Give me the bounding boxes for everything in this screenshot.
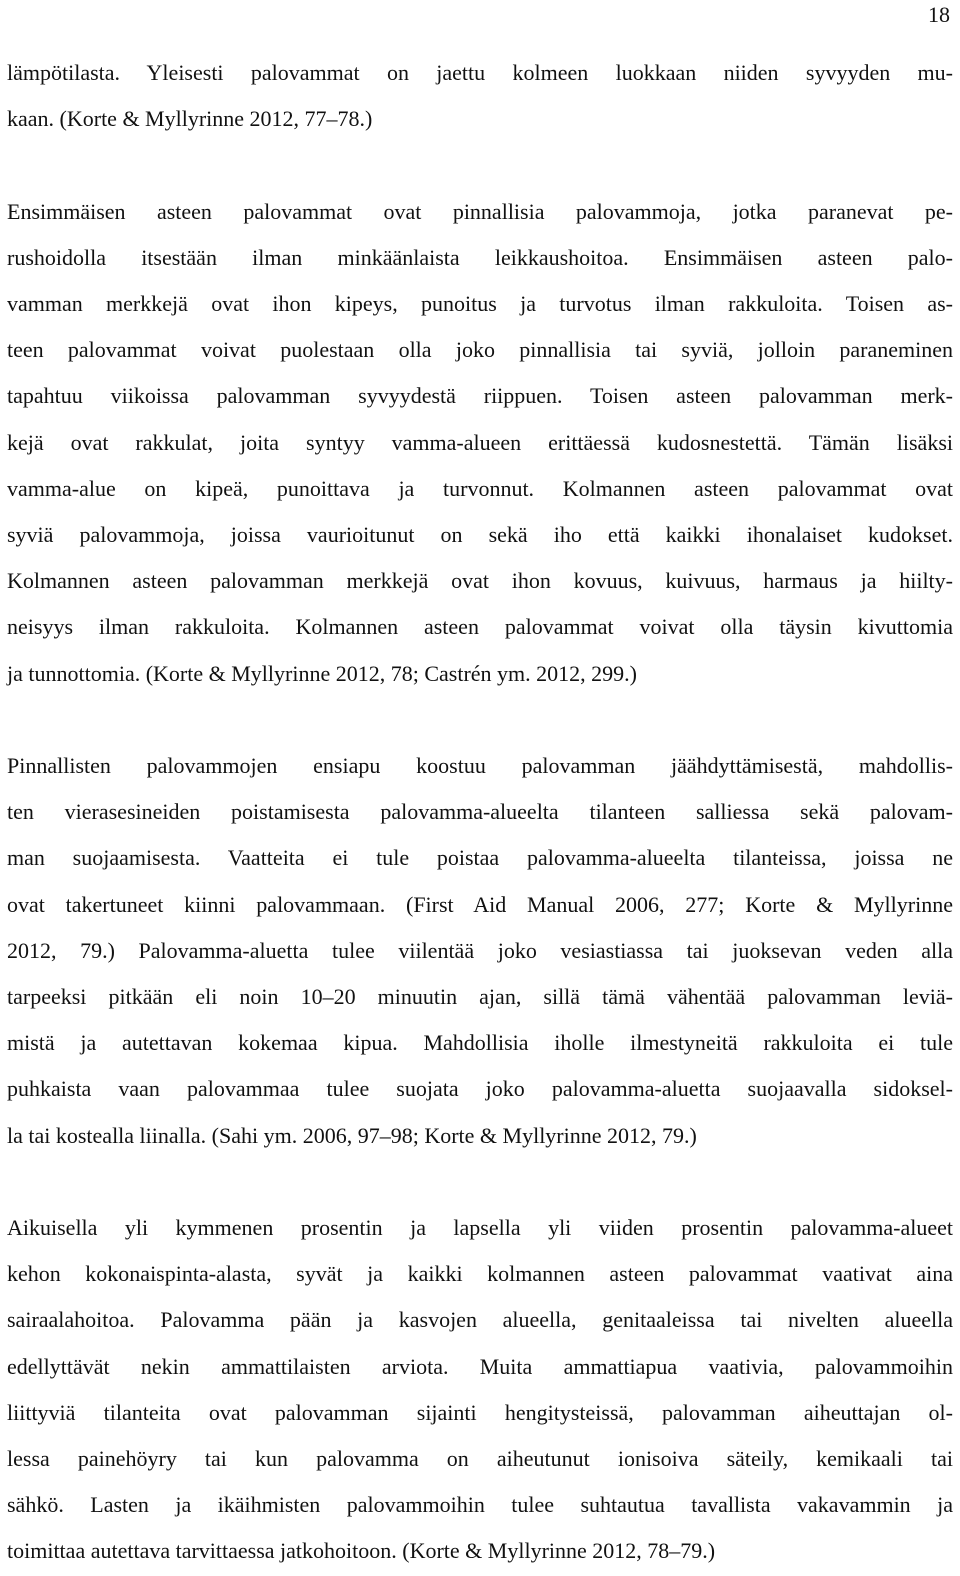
text-line: sairaalahoitoa. Palovamma pään ja kasvojen alueella, genitaaleissa tai nivelten alueella: [7, 1307, 953, 1333]
text-line: man suojaamisesta. Vaatteita ei tule poistaa palovamma-alueelta tilanteissa, joissa ne: [7, 845, 953, 871]
text-line: ten vierasesineiden poistamisesta palovamma-alueelta tilanteen salliessa sekä palovam-: [7, 799, 953, 825]
text-line: neisyys ilman rakkuloita. Kolmannen asteen palovammat voivat olla täysin kivuttomia: [7, 614, 953, 640]
text-line: kaan. (Korte & Myllyrinne 2012, 77–78.): [7, 106, 373, 132]
text-line: Aikuisella yli kymmenen prosentin ja lapsella yli viiden prosentin palovamma-alueet: [7, 1215, 953, 1241]
text-line: teen palovammat voivat puolestaan olla joko pinnallisia tai syviä, jolloin paraneminen: [7, 337, 953, 363]
text-line: sähkö. Lasten ja ikäihmisten palovammoihin tulee suhtautua tavallista vakavammin ja: [7, 1492, 953, 1518]
text-line: Ensimmäisen asteen palovammat ovat pinnallisia palovammoja, jotka paranevat pe-: [7, 198, 953, 224]
text-line: vamman merkkejä ovat ihon kipeys, punoitus ja turvotus ilman rakkuloita. Toisen as-: [7, 291, 953, 316]
text-line: toimittaa autettava tarvittaessa jatkohoitoon. (Korte & Myllyrinne 2012, 78–79.): [7, 1538, 716, 1564]
text-line: syviä palovammoja, joissa vaurioitunut on sekä iho että kaikki ihonalaiset kudokset.: [7, 522, 953, 548]
page-number: 18: [928, 2, 950, 27]
text-line: liittyviä tilanteita ovat palovamman sijainti hengitysteissä, palovamman aiheuttajan ol-: [7, 1399, 953, 1425]
paragraph: [7, 1205, 953, 1575]
text-line: 2012, 79.) Palovamma-aluetta tulee viilentää joko vesiastiassa tai juoksevan veden alla: [7, 937, 953, 963]
text-line: puhkaista vaan palovammaa tulee suojata joko palovamma-aluetta suojaavalla sidoksel-: [7, 1076, 953, 1102]
text-line: Kolmannen asteen palovamman merkkejä ovat ihon kovuus, kuivuus, harmaus ja hiilty-: [7, 568, 953, 594]
text-line: lämpötilasta. Yleisesti palovammat on jaettu kolmeen luokkaan niiden syvyyden mu-: [7, 60, 953, 85]
paragraph: [7, 50, 953, 142]
text-line: mistä ja autettavan kokemaa kipua. Mahdollisia iholle ilmestyneitä rakkuloita ei tule: [7, 1030, 953, 1056]
text-line: ovat takertuneet kiinni palovammaan. (First Aid Manual 2006, 277; Korte & Myllyrinne: [7, 891, 953, 917]
text-line: ja tunnottomia. (Korte & Myllyrinne 2012, 78; Castrén ym. 2012, 299.): [7, 660, 637, 686]
paragraph: [7, 189, 953, 697]
text-line: vamma-alue on kipeä, punoittava ja turvonnut. Kolmannen asteen palovammat ovat: [7, 475, 953, 501]
document-body: [7, 50, 953, 1575]
text-line: Pinnallisten palovammojen ensiapu koostuu palovamman jäähdyttämisestä, mahdollis-: [7, 753, 953, 779]
text-line: tapahtuu viikoissa palovamman syvyydestä riippuen. Toisen asteen palovamman merk-: [7, 383, 953, 409]
text-line: la tai kostealla liinalla. (Sahi ym. 2006, 97–98; Korte & Myllyrinne 2012, 79.): [7, 1122, 697, 1148]
text-line: tarpeeksi pitkään eli noin 10–20 minuutin ajan, sillä tämä vähentää palovamman leviä-: [7, 984, 953, 1010]
text-line: rushoidolla itsestään ilman minkäänlaista leikkaushoitoa. Ensimmäisen asteen palo-: [7, 244, 953, 270]
text-line: kejä ovat rakkulat, joita syntyy vamma-alueen erittäessä kudosnestettä. Tämän lisäksi: [7, 429, 953, 455]
paragraph: [7, 743, 953, 1159]
text-line: kehon kokonaispinta-alasta, syvät ja kaikki kolmannen asteen palovammat vaativat aina: [7, 1261, 953, 1287]
text-line: lessa painehöyry tai kun palovamma on aiheutunut ionisoiva säteily, kemikaali tai: [7, 1446, 953, 1472]
text-line: edellyttävät nekin ammattilaisten arviota. Muita ammattiapua vaativia, palovammoihin: [7, 1353, 953, 1379]
